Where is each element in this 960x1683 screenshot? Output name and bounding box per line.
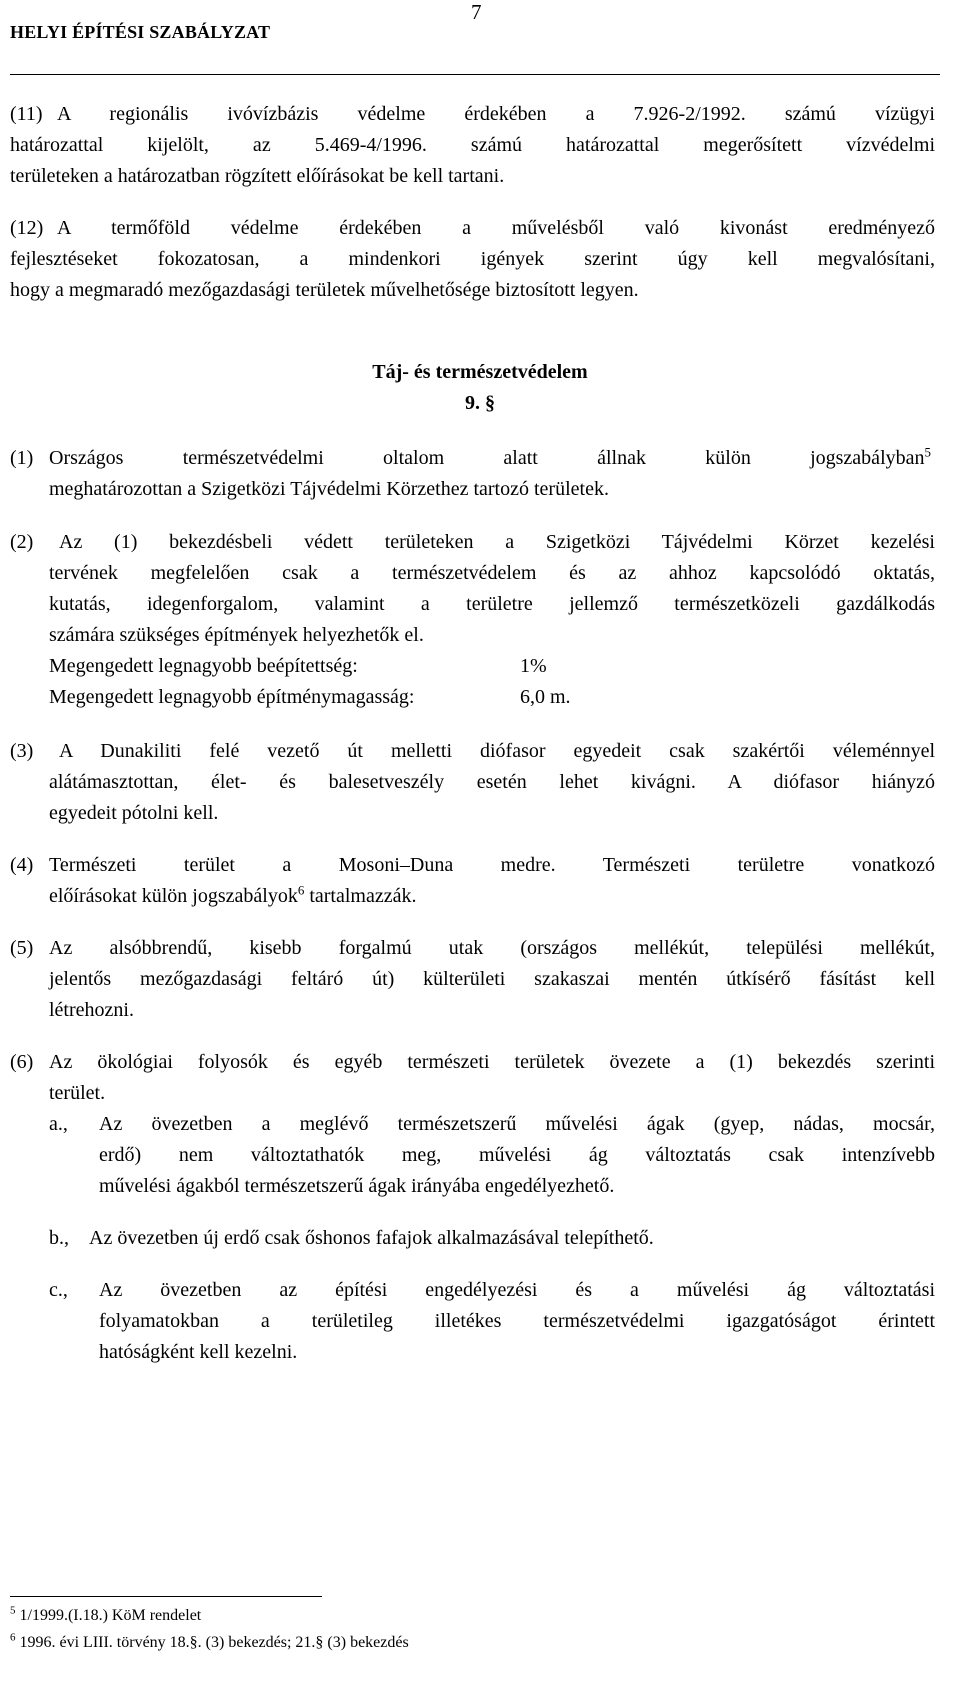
item-line: erdő) nem változtathatók meg, művelési ág változtatás csak intenzívebb [99,1144,935,1166]
limit-value: 1% [520,655,547,677]
paragraph-line: hogy a megmaradó mezőgazdasági területek művelhetősége biztosított legyen. [10,279,639,301]
paragraph-line [49,881,935,911]
limit-label: Megengedett legnagyobb beépítettség: [49,655,358,677]
paragraph-line: Az ökológiai folyosók és egyéb természeti területek övezete a (1) bekezdés szerinti [49,1051,935,1073]
paragraph-line: A termőföld védelme érdekében a művelésből való kivonást eredményező [57,217,935,239]
page-number: 7 [471,0,482,24]
paragraph-label: (12) [10,217,44,239]
footnote-text: 1/1999.(I.18.) KöM rendelet [19,1607,202,1624]
footnote-mark: 5 [10,1604,16,1617]
paragraph-label: (6) [10,1051,34,1073]
document-header-title: HELYI ÉPÍTÉSI SZABÁLYZAT [10,22,271,42]
paragraph-line: A Dunakiliti felé vezető út melletti diófasor egyedeit csak szakértői véleménnyel [59,740,935,762]
footnote-text: 1996. évi LIII. törvény 18.§. (3) bekezdés; 21.§ (3) bekezdés [19,1634,409,1651]
paragraph-label: (11) [10,103,43,125]
limit-row [49,682,935,712]
header-divider [10,74,940,75]
paragraph-line: számára szükséges építmények helyezhetők el. [49,624,424,646]
paragraph-line: terület. [49,1082,106,1104]
paragraph-line: meghatározottan a Szigetközi Tájvédelmi Körzethez tartozó területek. [49,478,609,500]
item-label-c: c., [49,1279,68,1301]
paragraph-line: tervének megfelelően csak a természetvédelem és az ahhoz kapcsolódó oktatás, [49,562,935,584]
paragraph-line [49,443,931,473]
footnote [10,1632,409,1654]
footnote [10,1605,201,1627]
paragraph-line: jelentős mezőgazdasági feltáró út) külterületi szakaszai mentén útkísérő fásítást kell [49,968,935,990]
section-heading: Táj- és természetvédelem [372,361,588,383]
limit-row [49,651,935,681]
item-label-a: a., [49,1113,68,1135]
paragraph-line: határozattal kijelölt, az 5.469-4/1996. számú határozattal megerősített vízvédelmi [10,134,935,156]
paragraph-label: (2) [10,531,34,553]
item-line: Az övezetben új erdő csak őshonos fafajok alkalmazásával telepíthető. [89,1227,654,1249]
item-line: Az övezetben a meglévő természetszerű művelési ágak (gyep, nádas, mocsár, [99,1113,935,1135]
paragraph-line: területeken a határozatban rögzített előírásokat be kell tartani. [10,165,505,187]
item-line: folyamatokban a területileg illetékes természetvédelmi igazgatóságot érintett [99,1310,935,1332]
paragraph-label: (4) [10,854,34,876]
limit-label: Megengedett legnagyobb építménymagasság: [49,686,415,708]
footnote-ref: 6 [297,882,305,898]
paragraph-label: (3) [10,740,34,762]
footnote-mark: 6 [10,1631,16,1644]
paragraph-text: előírásokat külön jogszabályok [49,885,298,907]
item-line: hatóságként kell kezelni. [99,1341,298,1363]
paragraph-line: alátámasztottan, élet- és balesetveszély esetén lehet kivágni. A diófasor hiányzó [49,771,935,793]
limit-value: 6,0 m. [520,686,571,708]
section-number: 9. § [465,392,495,414]
paragraph-text: Országos természetvédelmi oltalom alatt állnak külön jogszabályban [49,447,925,469]
footnote-divider [10,1596,322,1597]
paragraph-label: (1) [10,447,34,469]
paragraph-line: fejlesztéseket fokozatosan, a mindenkori igények szerint úgy kell megvalósítani, [10,248,935,270]
paragraph-label: (5) [10,937,34,959]
paragraph-line: létrehozni. [49,999,134,1021]
item-line: Az övezetben az építési engedélyezési és a művelési ág változtatási [99,1279,935,1301]
item-label-b: b., [49,1227,69,1249]
paragraph-line: Természeti terület a Mosoni–Duna medre. Természeti területre vonatkozó [49,854,935,876]
paragraph-line: kutatás, idegenforgalom, valamint a területre jellemző természetközeli gazdálkodás [49,593,935,615]
paragraph-line: egyedeit pótolni kell. [49,802,219,824]
paragraph-line: Az alsóbbrendű, kisebb forgalmú utak (országos mellékút, települési mellékút, [49,937,935,959]
footnote-ref: 5 [924,444,931,460]
paragraph-line: A regionális ivóvízbázis védelme érdekében a 7.926-2/1992. számú vízügyi [57,103,935,125]
item-line: művelési ágakból természetszerű ágak irányába engedélyezhető. [99,1175,615,1197]
paragraph-text: tartalmazzák. [304,885,417,907]
paragraph-line: Az (1) bekezdésbeli védett területeken a Szigetközi Tájvédelmi Körzet kezelési [59,531,935,553]
